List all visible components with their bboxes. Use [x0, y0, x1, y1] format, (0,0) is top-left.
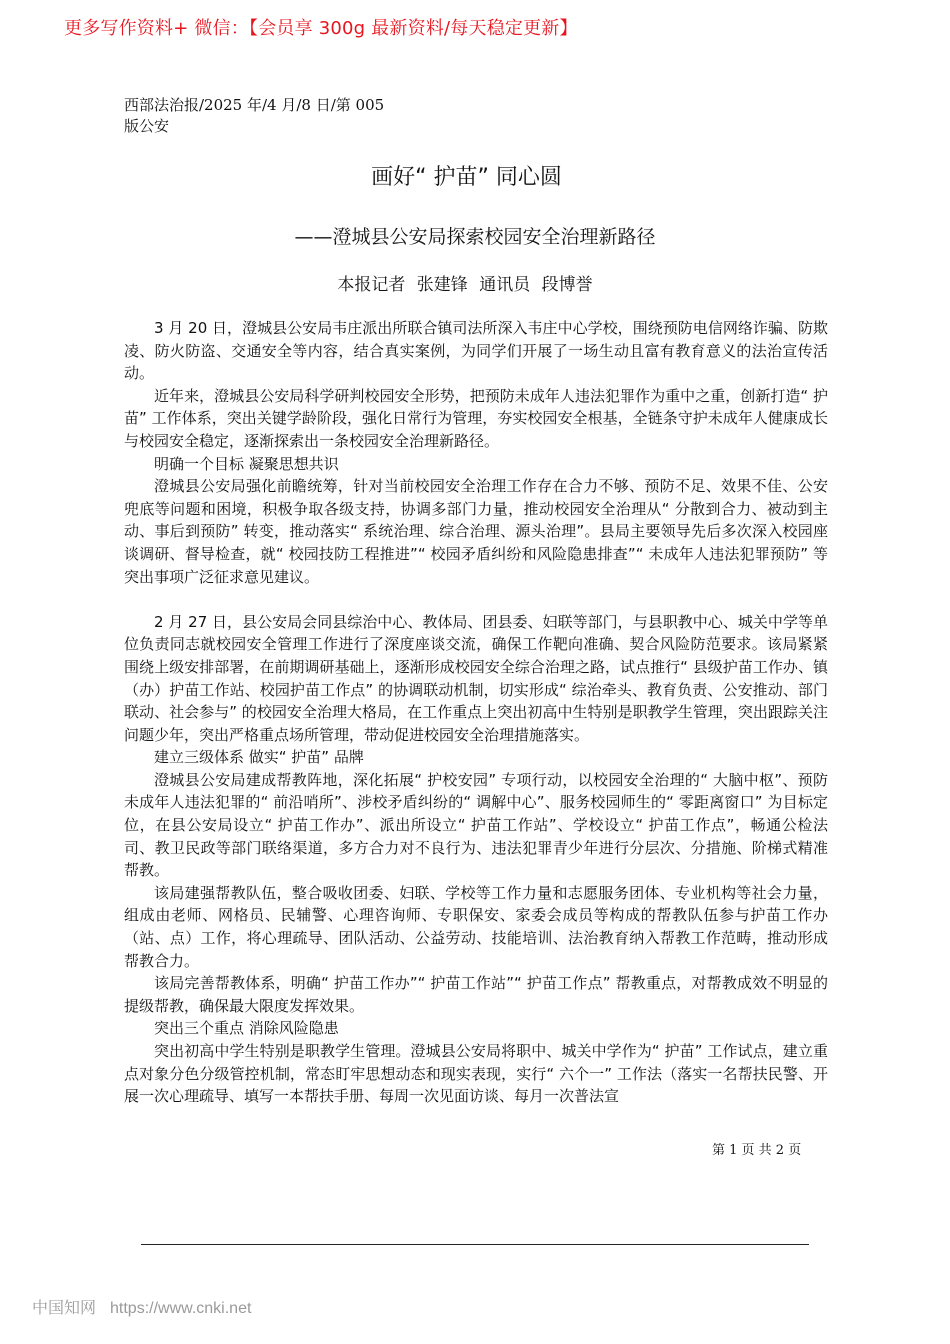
paragraph: 该局完善帮教体系，明确“ 护苗工作办”“ 护苗工作站”“ 护苗工作点” 帮教重点，对帮教成效不明显的提级帮教，确保最大限度发挥效果。 — [124, 974, 828, 1015]
article-title: 画好“ 护苗” 同心圆 — [371, 165, 562, 190]
article-body — [124, 317, 828, 1108]
source-line: 西部法治报/2025 年/4 月/8 日/第 005 — [124, 96, 385, 114]
paragraph: 2 月 27 日，县公安局会同县综治中心、教体局、团县委、妇联等部门，与县职教中心、城关中学等单位负责同志就校园安全管理工作进行了深度座谈交流，确保工作靶向准确、契合风险防范要求。该局紧紧围绕上级安排部署，在前期调研基础上，逐渐形成校园安全综合治理之路，试点推行“ 县级护苗工作办、镇（办）护苗工作站、校园护苗工作点” 的协调联动机制，切实形成“ 综治牵头、教育负责、公安推动、部门联动、社会参与” 的校园安全治理大格局，在工作重点上突出初高中生特别是职教学生管理，突出跟踪关注问题少年，突出严格重点场所管理，带动促进校园安全治理措施落实。 — [124, 612, 828, 744]
source-line: 版公安 — [124, 117, 170, 135]
source-citation — [124, 95, 384, 137]
article-subtitle: ——澄城县公安局探索校园安全治理新路径 — [294, 226, 656, 248]
section-heading: 明确一个目标 凝聚思想共识 — [154, 454, 339, 473]
paragraph: 突出初高中学生特别是职教学生管理。澄城县公安局将职中、城关中学作为“ 护苗” 工作试点，建立重点对象分色分级管控机制，常态盯牢思想动态和现实表现，实行“ 六个一” 工作法（落实一名帮扶民警、开展一次心理疏导、填写一本帮扶手册、每周一次见面访谈、每月一次普法宣 — [124, 1042, 828, 1106]
footer-divider — [141, 1244, 809, 1245]
watermark-site-name: 中国知网 — [32, 1298, 97, 1317]
section-heading: 突出三个重点 消除风险隐患 — [154, 1019, 339, 1038]
page-indicator: 第 1 页 共 2 页 — [712, 1143, 802, 1158]
watermark-url: https://www.cnki.net — [110, 1300, 252, 1317]
article-byline: 本报记者 张建锋 通讯员 段博誉 — [337, 275, 593, 295]
paragraph: 近年来，澄城县公安局科学研判校园安全形势，把预防未成年人违法犯罪作为重中之重，创新打造“ 护苗” 工作体系，突出关键学龄阶段，强化日常行为管理，夯实校园安全根基，全链条守护未成年人健康成长与校园安全稳定，逐渐探索出一条校园安全治理新路径。 — [124, 386, 828, 450]
paragraph: 澄城县公安局建成帮教阵地，深化拓展“ 护校安园” 专项行动，以校园安全治理的“ 大脑中枢”、预防未成年人违法犯罪的“ 前沿哨所”、涉校矛盾纠纷的“ 调解中心”、服务校园师生的“ 零距离窗口” 为目标定位，在县公安局设立“ 护苗工作办”、派出所设立“ 护苗工作站”、学校设立“ 护苗工作点”，畅通公检法司、教卫民政等部门联络渠道，多方合力对不良行为、违法犯罪青少年进行分层次、分措施、阶梯式精准帮教。 — [124, 770, 828, 880]
paragraph: 澄城县公安局强化前瞻统筹，针对当前校园安全治理工作存在合力不够、预防不足、效果不佳、公安兜底等问题和困境，积极争取各级支持，协调多部门力量，推动校园安全治理从“ 分散到合力、被动到主动、事后到预防” 转变，推动落实“ 系统治理、综合治理、源头治理”。县局主要领导先后多次深入校园座谈调研、督导检查，就“ 校园技防工程推进”“ 校园矛盾纠纷和风险隐患排查”“ 未成年人违法犯罪预防” 等突出事项广泛征求意见建议。 — [124, 477, 828, 586]
promo-banner: 更多写作资料+ 微信：【会员享 300g 最新资料/每天稳定更新】 — [64, 18, 578, 39]
watermark — [32, 1295, 251, 1318]
paragraph: 3 月 20 日，澄城县公安局韦庄派出所联合镇司法所深入韦庄中心学校，围绕预防电信网络诈骗、防欺凌、防火防盗、交通安全等内容，结合真实案例，为同学们开展了一场生动且富有教育意义的法治宣传活动。 — [124, 319, 828, 383]
section-heading: 建立三级体系 做实“ 护苗” 品牌 — [154, 748, 364, 767]
paragraph: 该局建强帮教队伍，整合吸收团委、妇联、学校等工作力量和志愿服务团体、专业机构等社会力量，组成由老师、网格员、民辅警、心理咨询师、专职保安、家委会成员等构成的帮教队伍参与护苗工作办（站、点）工作，将心理疏导、团队活动、公益劳动、技能培训、法治教育纳入帮教工作范畴，推动形成帮教合力。 — [124, 883, 828, 970]
